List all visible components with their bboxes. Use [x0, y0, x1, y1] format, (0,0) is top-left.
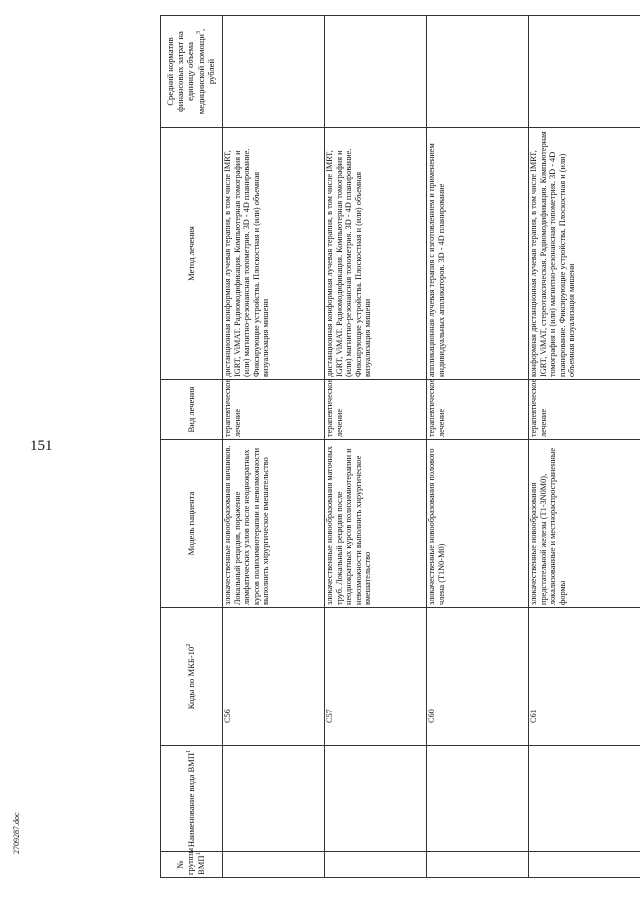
header-treatment-method: Метод лечения — [161, 128, 223, 380]
cell-treatment-type: терапевтическое лечение — [325, 380, 427, 440]
header-cost-norm: Средний норматив финансовых затрат на единицу объема медицинской помощи$^3$, рублей — [161, 16, 223, 128]
cell-patient-model: злокачественные новообразования предстательной железы (T1-3N0M0), локализованные и местнораспространенные формы — [529, 440, 640, 608]
cell-patient-model: злокачественные новообразования яичников. Локальный рецидив, поражение лимфатических узлов после неоднократных курсов полихимиотерапии и невозможности выполнить хирургическое вмешательство — [223, 440, 325, 608]
cell-treatment-type: терапевтическое лечение — [529, 380, 640, 440]
header-vmp-type: Наименование вида ВМП$^1$ — [161, 746, 223, 852]
cell-cost-norm — [325, 16, 427, 128]
header-treatment-type: Вид лечения — [161, 380, 223, 440]
document-footer-id: 2709287.doc — [12, 812, 21, 854]
cell-cost-norm — [427, 16, 529, 128]
cell-treatment-method: конформная дистанционная лучевая терапия, в том числе IMRT, IGRT, ViMAT, стереотаксическая. Радиомодификация. Компьютерная томография и (или) магнитно-резонансная топометрия. 3D - 4D планирование. Фиксирующие устройства. Плоскостная и (или) объемная визуализация мишени — [529, 128, 640, 380]
cell-icd-code: C60 — [427, 608, 529, 746]
cell-group-no — [325, 852, 427, 878]
cell-cost-norm — [529, 16, 640, 128]
header-patient-model: Модель пациента — [161, 440, 223, 608]
cell-group-no — [223, 852, 325, 878]
cell-icd-code: C61 — [529, 608, 640, 746]
rotated-table-page — [160, 16, 630, 878]
table-row — [427, 16, 529, 878]
cell-icd-code: C56 — [223, 608, 325, 746]
page-number: 151 — [30, 438, 53, 454]
cell-treatment-method: дистанционная конформная лучевая терапия, в том числе IMRT, IGRT, ViMAT. Радиомодификация. Компьютерная томография и (или) магнитно-резонансная топометрия. 3D - 4D планирование. Фиксирующие устройства. Плоскостная и (или) объемная визуализация мишени — [223, 128, 325, 380]
table-header-row — [161, 16, 223, 878]
header-group-no: № группы ВМП$^1$ — [161, 852, 223, 878]
cell-treatment-method: аппликационная лучевая терапия с изготовлением и применением индивидуальных аппликаторов. 3D - 4D планирование — [427, 128, 529, 380]
table-row — [325, 16, 427, 878]
table-row — [223, 16, 325, 878]
cell-treatment-method: дистанционная конформная лучевая терапия, в том числе IMRT, IGRT, ViMAT. Радиомодификация. Компьютерная томография и (или) магнитно-резонансная топометрия. 3D - 4D планирование. Фиксирующие устройства. Плоскостная и (или) объемная визуализация мишени — [325, 128, 427, 380]
cell-patient-model: злокачественные новообразования маточных труб. Локальный рецидив после неоднократных курсов полихимиотерапии и невозможности выполнить хирургическое вмешательство — [325, 440, 427, 608]
cell-icd-code: C57 — [325, 608, 427, 746]
cell-vmp-type — [325, 746, 427, 852]
cell-vmp-type — [223, 746, 325, 852]
cell-vmp-type — [427, 746, 529, 852]
cell-patient-model: злокачественные новообразования полового члена (T1N0-M0) — [427, 440, 529, 608]
cell-cost-norm — [223, 16, 325, 128]
vmp-table — [160, 15, 640, 878]
cell-treatment-type: терапевтическое лечение — [223, 380, 325, 440]
cell-group-no — [529, 852, 640, 878]
cell-group-no — [427, 852, 529, 878]
table-row — [529, 16, 640, 878]
cell-treatment-type: терапевтическое лечение — [427, 380, 529, 440]
header-icd-codes: Коды по МКБ-$10^2$ — [161, 608, 223, 746]
cell-vmp-type — [529, 746, 640, 852]
